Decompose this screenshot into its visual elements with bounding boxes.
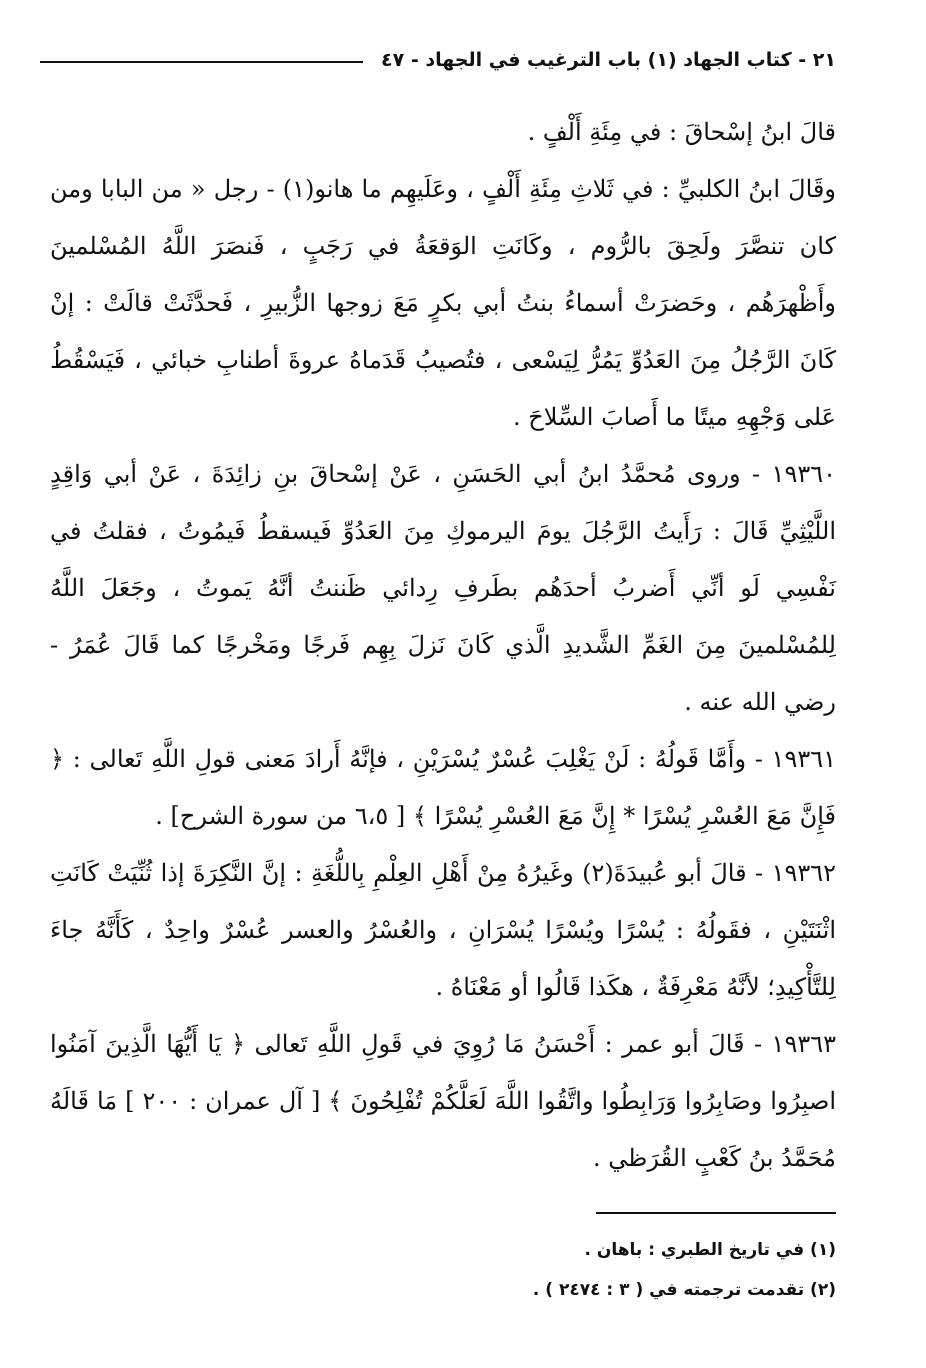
body-text [50,104,836,1187]
footnotes-rule [596,1212,836,1214]
paragraph-1: قالَ ابنُ إسْحاقَ : في مِئَةِ أَلْفٍ . [527,118,836,146]
paragraph-19360: ١٩٣٦٠ - وروى مُحمَّدُ ابنُ أبي الحَسَنِ ، عَنْ إسْحاقَ بنِ زائِدَةَ ، عَنْ أبي وَاقِدٍ اللَّيْثِيِّ قَالَ : رَأَيتُ الرَّجُلَ يومَ اليرموكِ مِنَ العَدُوِّ فَيسقطُ فَيمُوتُ ، فقلتُ في نَفْسِي لَو أنِّي أَضربُ أحدَهُم بطَرفِ رِدائي ظَننتُ أنَّهُ يَموتُ ، وجَعَلَ اللَّهُ لِلمُسْلمينَ مِنَ الغَمِّ الشَّديدِ الَّذي كَانَ نَزلَ بِهِم فَرجًا ومَخْرجًا كما قَالَ عُمَرُ - رضي الله عنه . [50,460,836,716]
footnotes [50,1230,836,1310]
running-header [40,40,836,80]
header-title: ٢١ - كتاب الجهاد (١) باب الترغيب في الجهاد - ٤٧ [381,49,836,71]
paragraph-19363: ١٩٣٦٣ - قَالَ أبو عمر : أَحْسَنُ مَا رُوِيَ في قَولِ اللَّهِ تَعالى ﴿ يَا أَيُّهَا الَّذِينَ آمَنُوا اصبِرُوا وصَابِرُوا وَرَابِطُوا واتَّقُوا اللَّهَ لَعَلَّكُمْ تُفْلِحُونَ ﴾ [ آل عمران : ٢٠٠ ] مَا قَالَهُ مُحَمَّدُ بنُ كَعْبٍ القُرَظي . [50,1030,836,1172]
paragraph-19362: ١٩٣٦٢ - قالَ أبو عُبيدَةَ(٢) وغَيرُهُ مِنْ أَهْلِ العِلْمِ بِاللُّغَةِ : إنَّ النَّكِرَةَ إذا ثُنِّيَتْ كَانَتِ اثْنَتَيْنِ ، فقَولُهُ : يُسْرًا ويُسْرًا يُسْرَانِ ، والعُسْرُ والعسر عُسْرٌ واحِدٌ ، كَأَنَّهُ جاءَ لِلتَّأْكِيدِ؛ لأنَّهُ مَعْرِفَةٌ ، هكَذا قَالُوا أو مَعْنَاهُ . [50,859,837,1001]
paragraph-2: وقَالَ ابنُ الكلبيِّ : في ثَلاثِ مِئَةِ أَلْفٍ ، وعَلَيهِم ما هانو(١) - رجل « من البابا ومن كان تنصَّرَ ولَحِقَ بالرُّوم ، وكَانَتِ الوَقعَةُ في رَجَبٍ ، فَنصَرَ اللَّهُ المُسْلمينَ وأَظْهرَهُم ، وحَضرَتْ أسماءُ بنتُ أبي بكرٍ مَعَ زوجها الزُّبيرِ ، فَحدَّثَتْ قالَتْ : إنْ كَانَ الرَّجُلُ مِنَ العَدُوِّ يَمُرُّ لِيَسْعى ، فتُصيبُ قَدَماهُ عروةَ أطنابِ خبائي ، فَيَسْقُطُ عَلى وَجْهِهِ ميتًا ما أَصابَ السِّلاحَ . [50,175,836,431]
footnote-1: (١) في تاريخ الطبري : باهان . [584,1240,836,1260]
paragraph-19361: ١٩٣٦١ - وأَمَّا قَولُهُ : لَنْ يَغْلِبَ عُسْرٌ يُسْرَيْنِ ، فإنَّهُ أَرادَ مَعنى قولِ اللَّهِ تَعالى : ﴿ فَإِنَّ مَعَ العُسْرِ يُسْرًا * إِنَّ مَعَ العُسْرِ يُسْرًا ﴾ [ ٦،٥ من سورة الشرح] . [50,745,836,830]
footnote-2: (٢) تقدمت ترجمته في ( ٣ : ٢٤٧٤ ) . [532,1280,836,1300]
header-rule [40,61,363,63]
